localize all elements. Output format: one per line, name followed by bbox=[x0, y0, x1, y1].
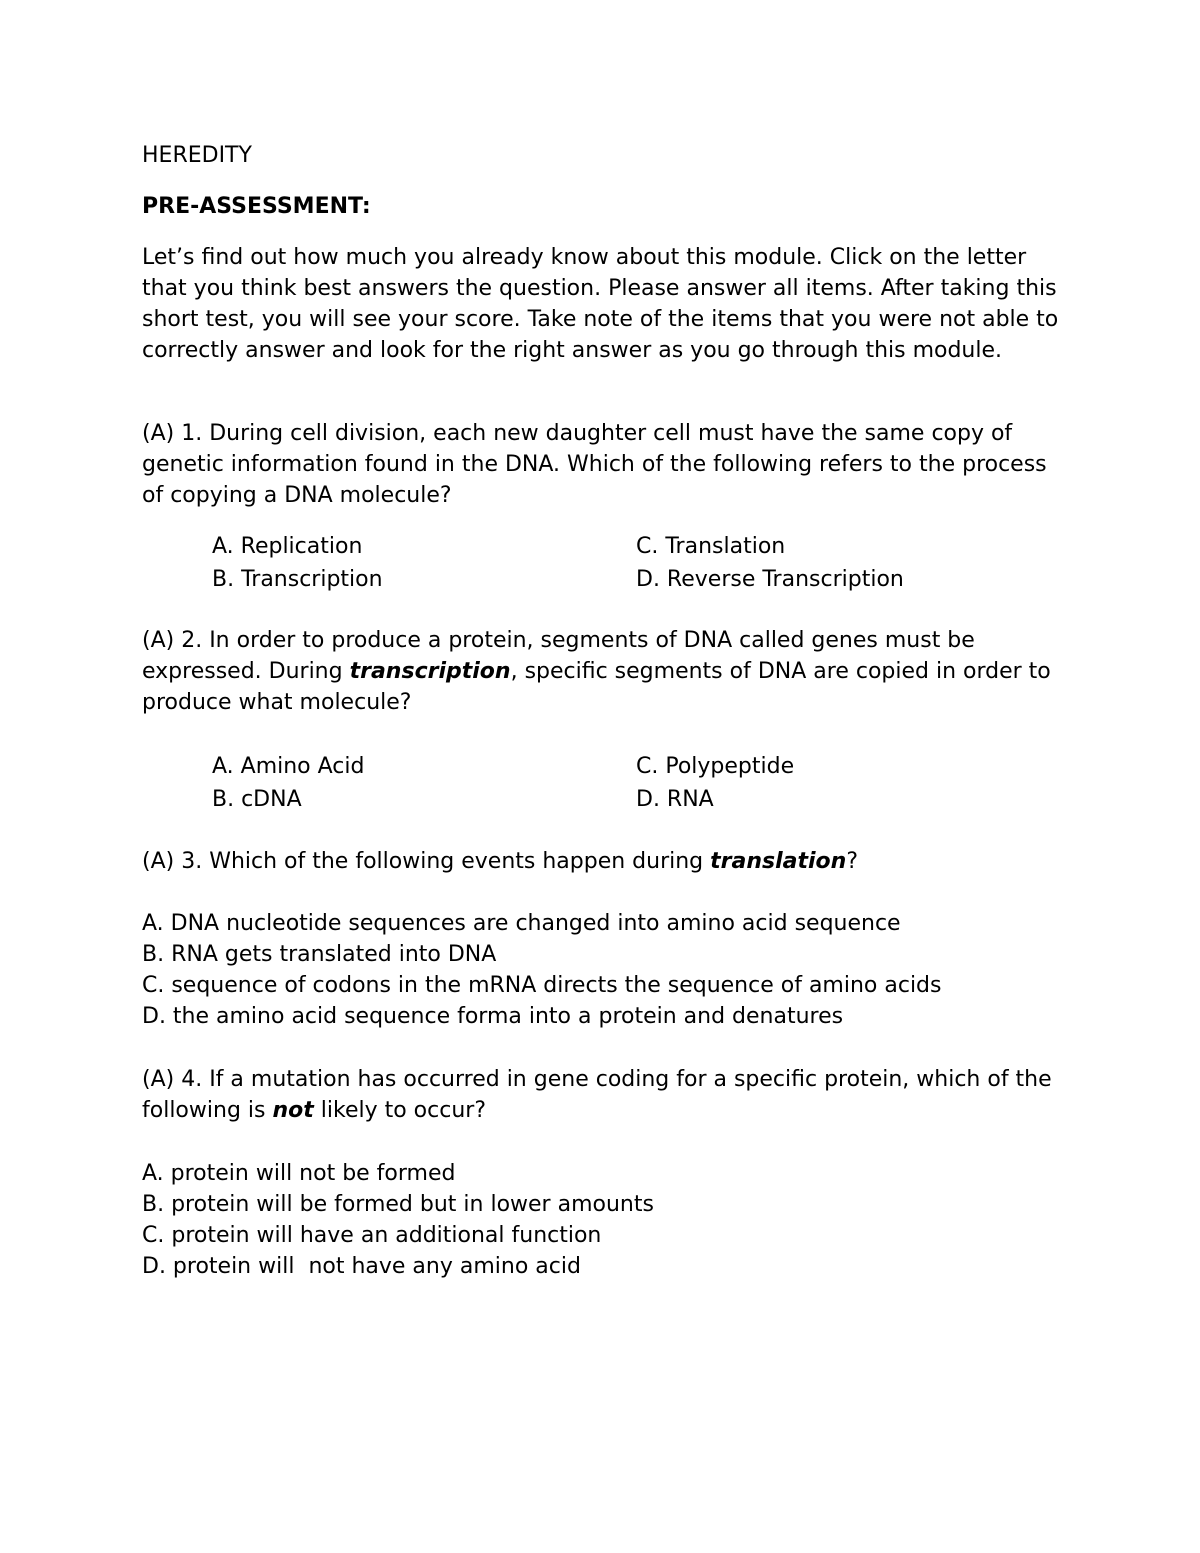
document-title: HEREDITY bbox=[142, 143, 252, 168]
question-4-keyword: not bbox=[272, 1098, 314, 1123]
question-1-option-b[interactable]: B. Transcription bbox=[212, 567, 383, 592]
question-1-option-a[interactable]: A. Replication bbox=[212, 534, 363, 559]
question-4-text bbox=[142, 1064, 1072, 1126]
question-4-text-before: (A) 4. If a mutation has occurred in gene coding for a specific protein, which of the following is bbox=[142, 1067, 1052, 1123]
question-2-options bbox=[212, 751, 1072, 815]
question-3-option-d[interactable]: D. the amino acid sequence forma into a protein and denatures bbox=[142, 1004, 844, 1029]
question-3-text bbox=[142, 846, 1072, 877]
question-3-text-before: (A) 3. Which of the following events happen during bbox=[142, 849, 711, 874]
question-4-option-a[interactable]: A. protein will not be formed bbox=[142, 1161, 456, 1186]
question-3-options bbox=[142, 908, 1072, 1032]
question-1-options bbox=[212, 531, 1072, 595]
question-1-option-c[interactable]: C. Translation bbox=[636, 534, 786, 559]
question-4-option-d[interactable]: D. protein will not have any amino acid bbox=[142, 1254, 581, 1279]
question-3-option-c[interactable]: C. sequence of codons in the mRNA directs the sequence of amino acids bbox=[142, 973, 942, 998]
question-2-text bbox=[142, 625, 1072, 718]
question-4-options bbox=[142, 1158, 1072, 1282]
question-1-option-d[interactable]: D. Reverse Transcription bbox=[636, 567, 904, 592]
question-3-option-b[interactable]: B. RNA gets translated into DNA bbox=[142, 942, 497, 967]
question-3-text-after: ? bbox=[846, 849, 859, 874]
question-2-option-d[interactable]: D. RNA bbox=[636, 787, 714, 812]
question-3-option-a[interactable]: A. DNA nucleotide sequences are changed into amino acid sequence bbox=[142, 911, 901, 936]
question-2-option-a[interactable]: A. Amino Acid bbox=[212, 754, 365, 779]
question-3-keyword: translation bbox=[710, 849, 847, 874]
instructions-paragraph: Let’s find out how much you already know about this module. Click on the letter that you think best answers the question. Please answer all items. After taking this short test, you will see your score. Take note of the items that you were not able to correctly answer and look for the right answer as you go through this module. bbox=[142, 245, 1059, 363]
question-4-option-c[interactable]: C. protein will have an additional function bbox=[142, 1223, 602, 1248]
question-2-text-after: , specific segments of DNA are copied in order to produce what molecule? bbox=[142, 659, 1051, 715]
question-1-text: (A) 1. During cell division, each new daughter cell must have the same copy of genetic information found in the DNA. Which of the following refers to the process of copying a DNA molecule? bbox=[142, 421, 1047, 508]
question-2-option-c[interactable]: C. Polypeptide bbox=[636, 754, 795, 779]
question-2-keyword: transcription bbox=[349, 659, 511, 684]
question-4-text-after: likely to occur? bbox=[313, 1098, 486, 1123]
question-2-option-b[interactable]: B. cDNA bbox=[212, 787, 302, 812]
question-2-text-before: (A) 2. In order to produce a protein, segments of DNA called genes must be expressed. During bbox=[142, 628, 975, 684]
question-4-option-b[interactable]: B. protein will be formed but in lower amounts bbox=[142, 1192, 654, 1217]
section-heading: PRE-ASSESSMENT: bbox=[142, 194, 371, 219]
